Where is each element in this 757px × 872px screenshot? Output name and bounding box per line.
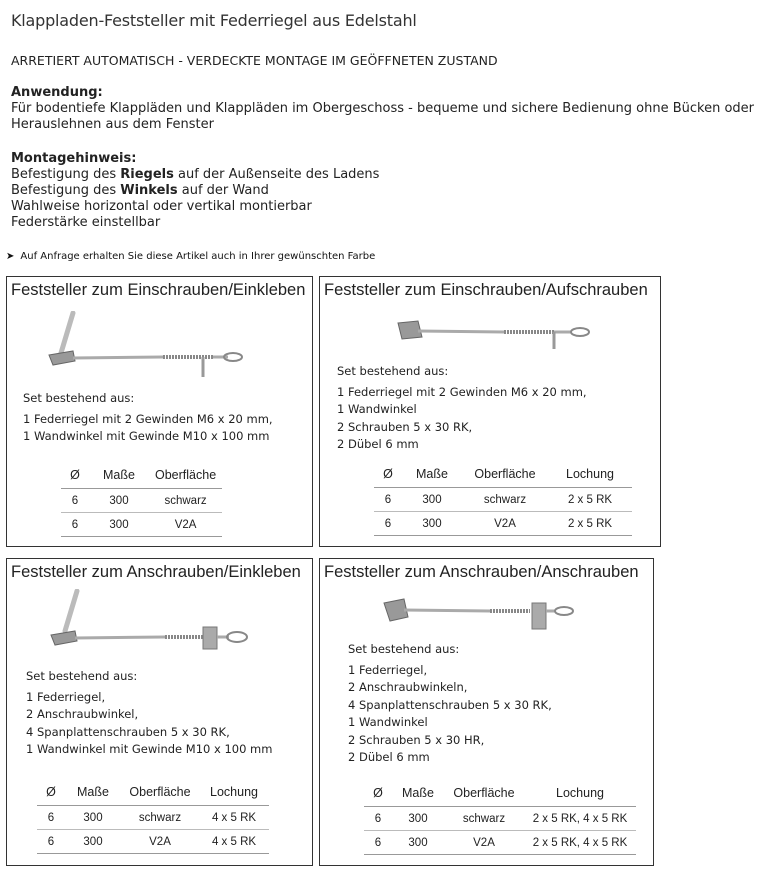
- set-contents: [348, 641, 552, 767]
- arrow-bullet-icon: ➤: [6, 251, 15, 262]
- set-contents: [337, 363, 587, 454]
- col-masse: Maße: [65, 779, 121, 806]
- col-oberflaeche: Oberfläche: [462, 461, 548, 488]
- cell: 2 x 5 RK, 4 x 5 RK: [524, 831, 636, 855]
- anwendung-line-1: Für bodentiefe Klappläden und Klappläden im Obergeschoss - bequeme und sichere Bedienung ohne Bücken oder: [11, 101, 755, 116]
- set-item: 2 Anschraubwinkeln,: [348, 680, 468, 694]
- cell: 2 x 5 RK: [548, 512, 632, 536]
- col-masse: Maße: [89, 462, 149, 489]
- bold-text: Riegels: [120, 167, 174, 182]
- table-header-row: [61, 462, 222, 489]
- set-item: 4 Spanplattenschrauben 5 x 30 RK,: [26, 724, 230, 739]
- set-item: 1 Federriegel,: [348, 662, 428, 677]
- text: Befestigung des: [11, 183, 121, 198]
- spec-table: [374, 461, 632, 536]
- set-heading: Set bestehend aus:: [23, 391, 135, 405]
- cell: 300: [89, 513, 149, 537]
- text: auf der Wand: [177, 183, 269, 198]
- page-title: Klappladen-Feststeller mit Federriegel aus Edelstahl: [11, 11, 417, 30]
- col-diameter: Ø: [364, 780, 392, 807]
- cell: schwarz: [121, 806, 199, 830]
- col-masse: Maße: [392, 780, 444, 807]
- cell: 4 x 5 RK: [199, 806, 269, 830]
- montage-line-1: [11, 167, 379, 183]
- set-item: 1 Wandwinkel mit Gewinde M10 x 100 mm: [26, 742, 273, 756]
- text: auf der Außenseite des Ladens: [173, 167, 380, 182]
- spec-table: [37, 779, 269, 854]
- table-row: [374, 512, 632, 536]
- anwendung-section: [11, 85, 754, 133]
- table-row: [61, 513, 222, 537]
- table-header-row: [364, 780, 636, 807]
- cell: schwarz: [149, 489, 222, 513]
- set-item: 2 Dübel 6 mm: [337, 437, 419, 451]
- spec-table: [61, 462, 222, 537]
- montage-heading: Montagehinweis:: [11, 151, 137, 166]
- cell: 6: [37, 806, 65, 830]
- set-heading: Set bestehend aus:: [348, 642, 460, 656]
- page-subtitle: ARRETIERT AUTOMATISCH - VERDECKTE MONTAGE IM GEÖFFNETEN ZUSTAND: [11, 53, 498, 68]
- table-header-row: [374, 461, 632, 488]
- note-text: Auf Anfrage erhalten Sie diese Artikel auch in Ihrer gewünschten Farbe: [20, 251, 376, 262]
- set-item: 1 Wandwinkel: [337, 402, 417, 416]
- set-item: 2 Schrauben 5 x 30 HR,: [348, 732, 485, 747]
- product-box-anschrauben-einkleben: [6, 558, 313, 866]
- product-box-anschrauben-anschrauben: [319, 558, 654, 866]
- cell: schwarz: [462, 488, 548, 512]
- color-note: [6, 251, 375, 262]
- cell: 300: [402, 512, 462, 536]
- col-diameter: Ø: [37, 779, 65, 806]
- set-item: 1 Federriegel mit 2 Gewinden M6 x 20 mm,: [23, 411, 273, 426]
- anwendung-heading: Anwendung:: [11, 85, 103, 100]
- cell: 4 x 5 RK: [199, 830, 269, 854]
- set-item: 2 Schrauben 5 x 30 RK,: [337, 419, 473, 434]
- col-oberflaeche: Oberfläche: [121, 779, 199, 806]
- cell: 6: [364, 831, 392, 855]
- anwendung-line-2: Herauslehnen aus dem Fenster: [11, 117, 214, 132]
- set-item: 4 Spanplattenschrauben 5 x 30 RK,: [348, 697, 552, 712]
- set-contents: [26, 668, 272, 759]
- bold-text: Winkels: [120, 183, 178, 198]
- col-oberflaeche: Oberfläche: [149, 462, 222, 489]
- col-lochung: Lochung: [524, 780, 636, 807]
- text: Befestigung des: [11, 167, 121, 182]
- montage-line-2: [11, 183, 379, 199]
- set-item: 1 Federriegel,: [26, 689, 106, 704]
- set-item: 1 Wandwinkel: [348, 715, 428, 729]
- cell: 6: [61, 489, 89, 513]
- cell: schwarz: [444, 807, 524, 831]
- product-title: Feststeller zum Anschrauben/Anschrauben: [324, 563, 639, 581]
- montage-line-4: Federstärke einstellbar: [11, 215, 161, 230]
- cell: 300: [89, 489, 149, 513]
- table-row: [37, 806, 269, 830]
- col-lochung: Lochung: [548, 461, 632, 488]
- cell: 2 x 5 RK, 4 x 5 RK: [524, 807, 636, 831]
- col-diameter: Ø: [374, 461, 402, 488]
- product-title: Feststeller zum Einschrauben/Aufschrauben: [324, 281, 648, 299]
- set-item: 2 Dübel 6 mm: [348, 750, 430, 764]
- col-lochung: Lochung: [199, 779, 269, 806]
- montage-section: [11, 151, 379, 231]
- table-row: [37, 830, 269, 854]
- product-title: Feststeller zum Anschrauben/Einkleben: [11, 563, 301, 581]
- set-heading: Set bestehend aus:: [26, 669, 138, 683]
- set-item: 1 Wandwinkel mit Gewinde M10 x 100 mm: [23, 429, 270, 443]
- set-item: 2 Anschraubwinkel,: [26, 707, 139, 721]
- cell: V2A: [444, 831, 524, 855]
- table-row: [61, 489, 222, 513]
- col-masse: Maße: [402, 461, 462, 488]
- table-row: [364, 831, 636, 855]
- cell: 300: [65, 806, 121, 830]
- product-title: Feststeller zum Einschrauben/Einkleben: [11, 281, 306, 299]
- cell: 300: [392, 807, 444, 831]
- set-contents: [23, 390, 273, 446]
- table-row: [374, 488, 632, 512]
- col-oberflaeche: Oberfläche: [444, 780, 524, 807]
- cell: 6: [374, 488, 402, 512]
- cell: 300: [402, 488, 462, 512]
- set-item: 1 Federriegel mit 2 Gewinden M6 x 20 mm,: [337, 384, 587, 399]
- cell: 300: [392, 831, 444, 855]
- cell: 300: [65, 830, 121, 854]
- product-box-einschrauben-aufschrauben: [319, 276, 661, 547]
- shutter-catch-image: [394, 313, 594, 353]
- cell: V2A: [149, 513, 222, 537]
- product-box-einschrauben-einkleben: [6, 276, 313, 547]
- table-row: [364, 807, 636, 831]
- spec-table: [364, 780, 636, 855]
- cell: V2A: [121, 830, 199, 854]
- cell: 6: [364, 807, 392, 831]
- table-header-row: [37, 779, 269, 806]
- col-diameter: Ø: [61, 462, 89, 489]
- cell: 6: [61, 513, 89, 537]
- cell: V2A: [462, 512, 548, 536]
- set-heading: Set bestehend aus:: [337, 364, 449, 378]
- cell: 6: [374, 512, 402, 536]
- cell: 6: [37, 830, 65, 854]
- shutter-catch-image: [43, 311, 253, 391]
- shutter-catch-image: [45, 589, 255, 671]
- shutter-catch-image: [380, 595, 576, 635]
- cell: 2 x 5 RK: [548, 488, 632, 512]
- montage-line-3: Wahlweise horizontal oder vertikal montierbar: [11, 199, 312, 214]
